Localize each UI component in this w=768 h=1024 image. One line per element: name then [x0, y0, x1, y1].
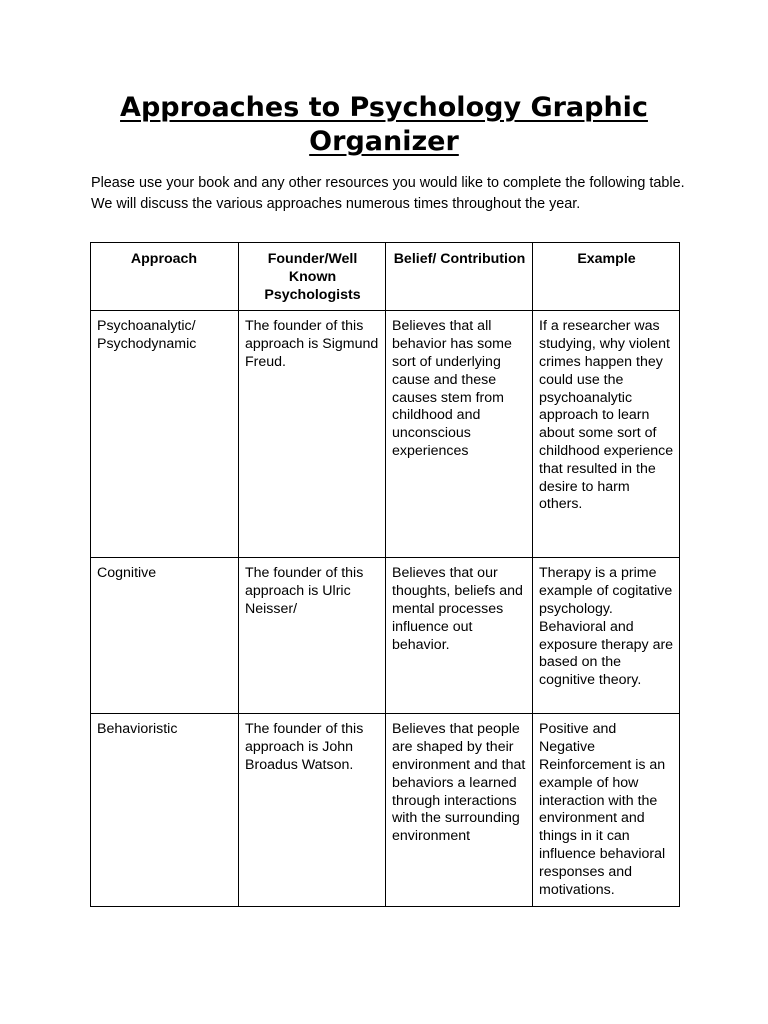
header-belief: Belief/ Contribution [386, 243, 533, 311]
cell-belief: Believes that all behavior has some sort of underlying cause and these causes stem from childhood and unconscious experiences [386, 311, 533, 558]
table-header-row [91, 243, 680, 311]
table-row [91, 714, 680, 907]
intro-paragraph: Please use your book and any other resources you would like to complete the following table. We will discuss the various approaches numerous times throughout the year. [91, 175, 685, 212]
cell-belief: Believes that people are shaped by their environment and that behaviors a learned through interactions with the surrounding environment [386, 714, 533, 907]
cell-approach: Cognitive [91, 558, 239, 714]
table-row [91, 558, 680, 714]
cell-example: If a researcher was studying, why violent crimes happen they could use the psychoanalytic approach to learn about some sort of childhood experience that resulted in the desire to harm others. [533, 311, 680, 558]
page-title: Approaches to Psychology Graphic Organizer [120, 92, 648, 157]
cell-example: Positive and Negative Reinforcement is an example of how interaction with the environment and things in it can influence behavioral responses and motivations. [533, 714, 680, 907]
cell-founder: The founder of this approach is Sigmund Freud. [239, 311, 386, 558]
cell-founder: The founder of this approach is Ulric Neisser/ [239, 558, 386, 714]
header-founder: Founder/Well Known Psychologists [239, 243, 386, 311]
table-row [91, 311, 680, 558]
cell-founder: The founder of this approach is John Broadus Watson. [239, 714, 386, 907]
header-example: Example [533, 243, 680, 311]
cell-approach: Behavioristic [91, 714, 239, 907]
cell-approach: Psychoanalytic/ Psychodynamic [91, 311, 239, 558]
cell-example: Therapy is a prime example of cogitative psychology. Behavioral and exposure therapy are based on the cognitive theory. [533, 558, 680, 714]
graphic-organizer-table [90, 242, 680, 907]
header-approach: Approach [91, 243, 239, 311]
cell-belief: Believes that our thoughts, beliefs and mental processes influence out behavior. [386, 558, 533, 714]
